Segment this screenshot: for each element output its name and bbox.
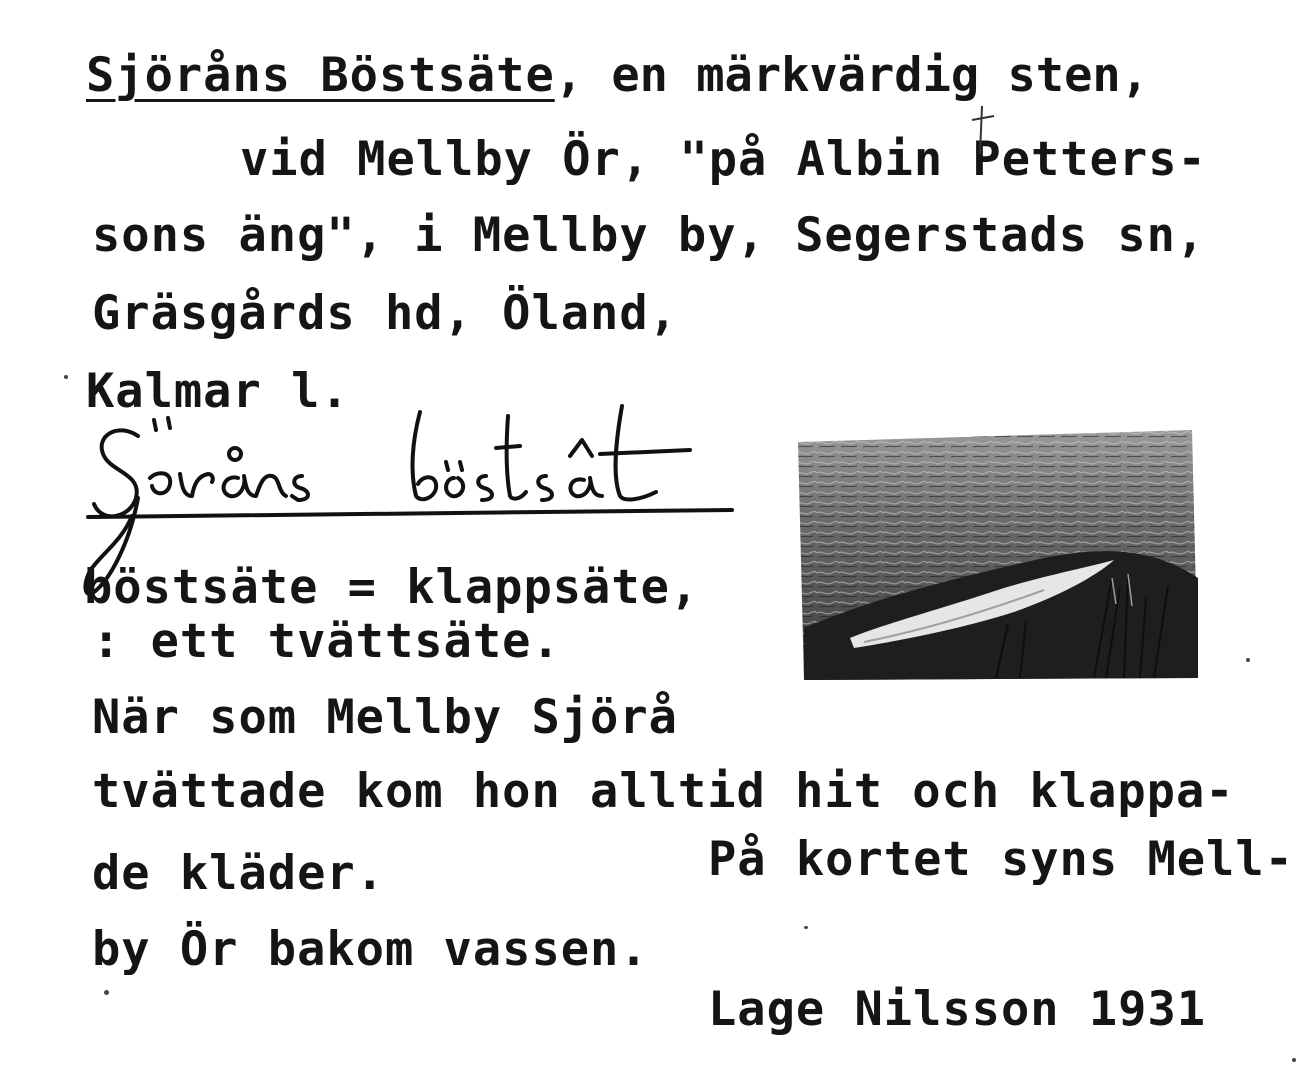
story-line-3: de kläder.: [92, 846, 385, 901]
correction-mark: [968, 104, 998, 160]
definition-line-2: : ett tvättsäte.: [92, 614, 561, 669]
dust-speck: [1292, 1058, 1296, 1062]
signature: Lage Nilsson 1931: [708, 982, 1207, 1037]
dust-speck: [64, 375, 68, 379]
title-line: [86, 48, 1149, 104]
card-title: Sjöråns Böstsäte: [86, 48, 555, 103]
story-line-2: tvättade kom hon alltid hit och klappa-: [92, 764, 1235, 819]
location-line-4: Kalmar l.: [86, 364, 350, 419]
dust-speck: [1246, 658, 1250, 662]
story-line-1: När som Mellby Sjörå: [92, 690, 678, 745]
stone-photo: [794, 428, 1198, 680]
location-line-3: Gräsgårds hd, Öland,: [92, 286, 678, 341]
caption-line-2: by Ör bakom vassen.: [92, 922, 649, 977]
stone-photo-image: [794, 428, 1198, 680]
definition-line-1: böstsäte = klappsäte,: [84, 560, 700, 615]
dust-speck: [804, 926, 808, 929]
location-line-1: vid Mellby Ör, "på Albin Petters-: [240, 132, 1207, 187]
location-line-2: sons äng", i Mellby by, Segerstads sn,: [92, 208, 1206, 263]
caption-line-1: På kortet syns Mell-: [708, 832, 1294, 887]
title-rest: , en märkvärdig sten,: [554, 48, 1149, 103]
dust-speck: [104, 990, 109, 995]
